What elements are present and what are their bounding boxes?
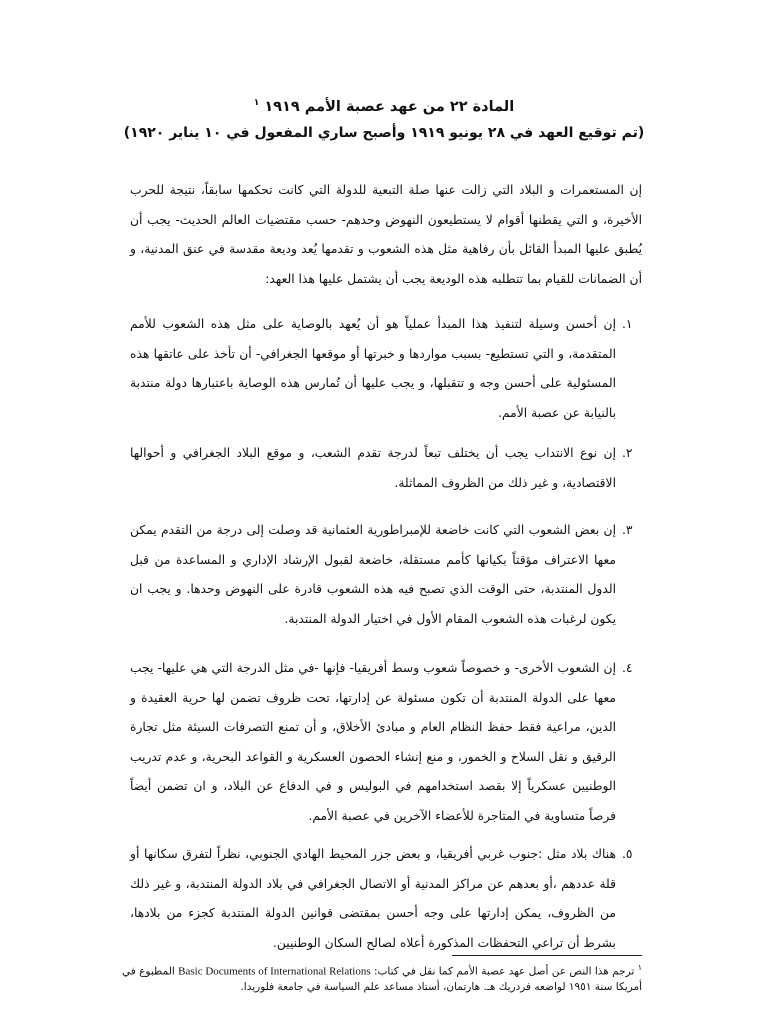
footnote-prefix: ترجم هذا النص عن أصل عهد عصبة الأمم كما نقل في كتاب: [373,965,635,978]
clause-number: ٥. [622,847,633,861]
article-title [120,92,648,118]
clause-text: إن الشعوب الأخرى- و خصوصاً شعوب وسط أفريقيا- فإنها -في مثل الدرجة التي هي عليها- يجب معها على الدولة المنتدبة أن تكون مسئولة عن إدارتها، تحت ظروف تضمن لها حرية العقيدة و الدين، مراعية فقط حفظ النظام العام و مبادئ الأخلاق، و أن تمنع التصرفات السيئة مثل تجارة الرقيق و نقل السلاح و الخمور، و منع إنشاء الحصون العسكرية و القواعد البحرية، و عدم تدريب الوطنيين عسكرياً إلا بقصد استخدامهم في البوليس و في الدفاع عن البلاد، و ان تضمن أيضاً فرصاً متساوية في المتاجرة للأعضاء الآخرين في عصبة الأمم. [130,661,616,823]
clause-4 [130,654,642,831]
clause-number: ٣. [622,523,633,537]
clause-number: ١. [622,317,633,331]
footnote [112,960,642,995]
article-title-text: المادة ٢٢ من عهد عصبة الأمم ١٩١٩ [264,98,515,115]
clause-3 [130,516,642,634]
clause-text: إن أحسن وسيلة لتنفيذ هذا المبدأ عملياً هو أن يُعهد بالوصاية على مثل هذه الشعوب للأمم المتقدمة، و التي تستطيع- بسبب مواردها و خبرتها أو موقعها الجغرافي- أن تأخذ على عاتقها هذه المسئولية على أحسن وجه و تتقبلها، و يجب عليها أن تُمارس هذه الوصاية باعتبارها دولة منتدبة بالنيابة عن عصبة الأمم. [130,317,616,420]
footnote-separator [452,955,642,956]
clause-text: إن بعض الشعوب التي كانت خاضعة للإمبراطورية العثمانية قد وصلت إلى درجة من التقدم يمكن معها الاعتراف مؤقتاً بكيانها كأمم مستقلة، خاضعة لقبول الإرشاد الإداري و المساعدة من قبل الدول المنتدبة، حتى الوقت الذي تصبح فيه هذه الشعوب قادرة على النهوض وحدها. و يجب ان يكون لرغبات هذه الشعوب المقام الأول في اختيار الدولة المنتدبة. [130,523,616,626]
title-footnote-marker[interactable]: ١ [253,98,260,108]
clause-2 [130,439,642,498]
clause-5 [130,840,642,958]
footnote-marker: ١ [637,963,642,972]
clause-text: هناك بلاد مثل :جنوب غربي أفريقيا، و بعض جزر المحيط الهادي الجنوبي، نظراً لتفرق سكانها أو قلة عددهم ،أو بعدهم عن مراكز المدنية أو الاتصال الجغرافي في بلاد الدولة المنتدبة، و غير ذلك من الظروف، يمكن إدارتها على وجه أحسن بمقتضى قوانين الدولة المنتدبة كجزء من بلادها، بشرط أن تراعي التحفظات المذكورة أعلاه لصالح السكان الوطنيين. [130,847,616,950]
clause-text: إن نوع الانتداب يجب أن يختلف تبعاً لدرجة تقدم الشعب، و موقع البلاد الجغرافي و أحوالها الاقتصادية، و غير ذلك من الظروف المماثلة. [130,446,616,490]
clause-number: ٤. [622,661,633,675]
clause-number: ٢. [622,446,633,460]
article-subtitle: (تم توقيع العهد في ٢٨ يونيو ١٩١٩ وأصبح ساري المفعول في ١٠ يناير ١٩٢٠) [123,125,645,141]
intro-paragraph: إن المستعمرات و البلاد التي زالت عنها صلة التبعية للدولة التي كانت تحكمها سابقاً، نتيجة للحرب الأخيرة، و التي يقطنها أقوام لا يستطيعون النهوض وحدهم- حسب مقتضيات العالم الحديث- يجب أن يُطبق عليها المبدأ القائل بأن رفاهية مثل هذه الشعوب و تقدمها يُعد وديعة مقدسة في عنق المدنية، و أن الضمانات للقيام بما تتطلبه هذه الوديعة يجب أن يشتمل عليها هذا العهد: [130,183,642,286]
clause-1 [130,310,642,428]
footnote-suffix: المطبوع في أمريكا سنة ١٩٥١ لواضعه فردريك هـ. هارتمان، أستاذ مساعد علم السياسة في جامعة فلوريدا. [122,965,642,993]
footnote-book-title: Basic Documents of International Relations [178,965,371,978]
